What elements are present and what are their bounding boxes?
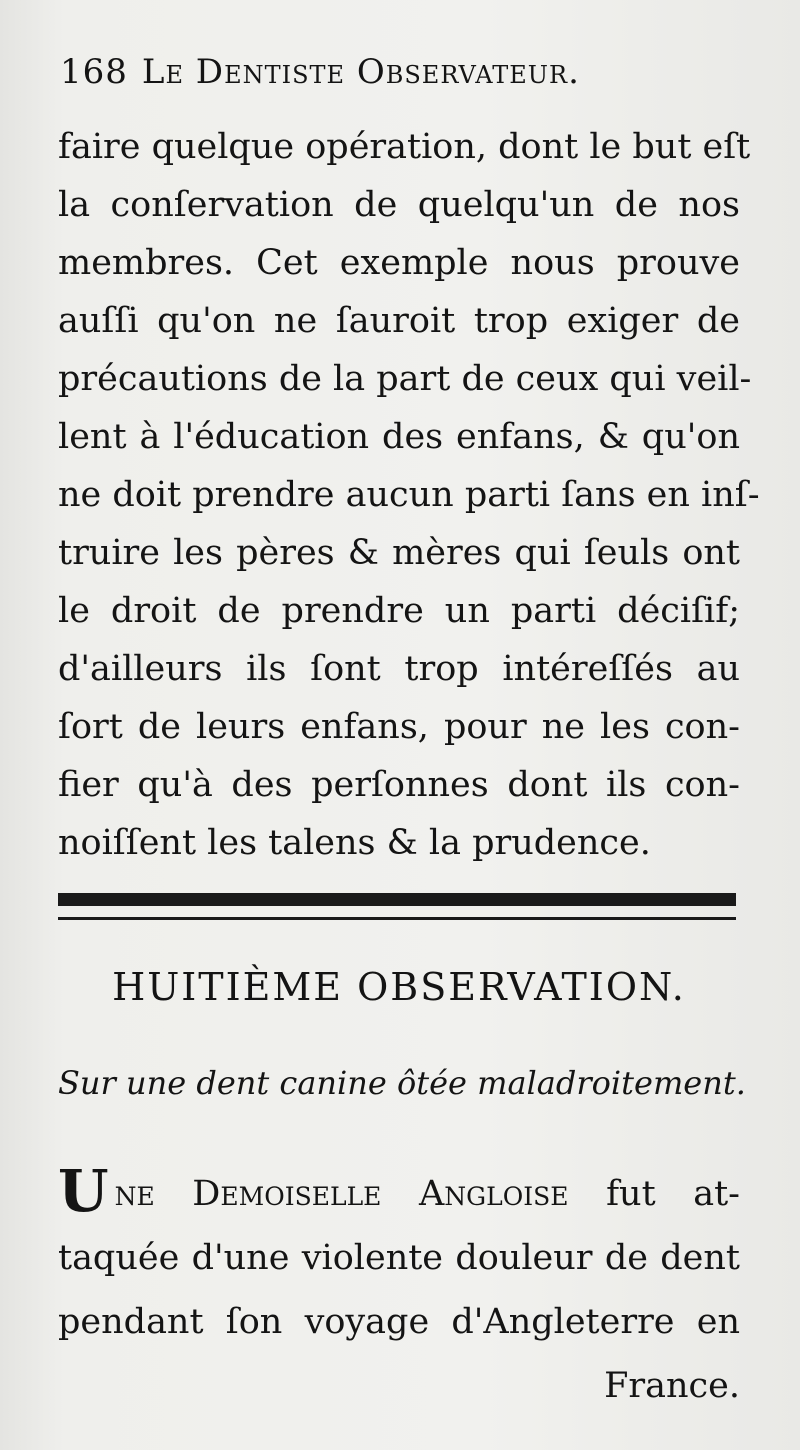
text-line: lent à l'éducation des enfans, & qu'on <box>58 417 740 457</box>
text-line: membres. Cet exemple nous prouve <box>58 243 740 283</box>
text-line: noiſſent les talens & la prudence. <box>58 823 651 863</box>
text-line: truire les pères & mères qui ſeuls ont <box>58 533 740 573</box>
text-line: faire quelque opération, dont le but eſt <box>58 127 751 167</box>
observation-title: HUITIÈME OBSERVATION. <box>112 965 686 1009</box>
page-number: 168 <box>60 52 128 92</box>
text-line: pendant ſon voyage d'Angleterre en <box>58 1302 740 1342</box>
smallcaps-opening: ne Demoiselle Angloise <box>114 1174 569 1214</box>
text-line: auſſi qu'on ne ſauroit trop exiger de <box>58 301 740 341</box>
text-line: ſort de leurs enfans, pour ne les con- <box>58 707 740 747</box>
paragraph-2 <box>58 1157 740 1418</box>
section-divider-thin <box>58 917 736 920</box>
text-line-first <box>58 1157 740 1226</box>
text-line: ne doit prendre aucun parti ſans en inſ- <box>58 475 760 515</box>
text-line: le droit de prendre un parti déciſif; <box>58 591 740 631</box>
text-line: précautions de la part de ceux qui veil- <box>58 359 752 399</box>
drop-cap: U <box>58 1157 109 1225</box>
section-divider-thick <box>58 893 736 906</box>
observation-subtitle: Sur une dent canine ôtée maladroitement. <box>58 1064 746 1102</box>
first-line-rest: fut at- <box>568 1174 740 1214</box>
page-header <box>60 52 740 102</box>
text-line: la conſervation de quelqu'un de nos <box>58 185 740 225</box>
text-line: d'ailleurs ils ſont trop intéreſſés au <box>58 649 740 689</box>
text-line: France. <box>604 1366 740 1406</box>
text-line: fier qu'à des perſonnes dont ils con- <box>58 765 740 805</box>
text-line: taquée d'une violente douleur de dent <box>58 1238 740 1278</box>
running-title: Le Dentiste Observateur. <box>141 52 580 92</box>
paragraph-1 <box>58 118 760 872</box>
